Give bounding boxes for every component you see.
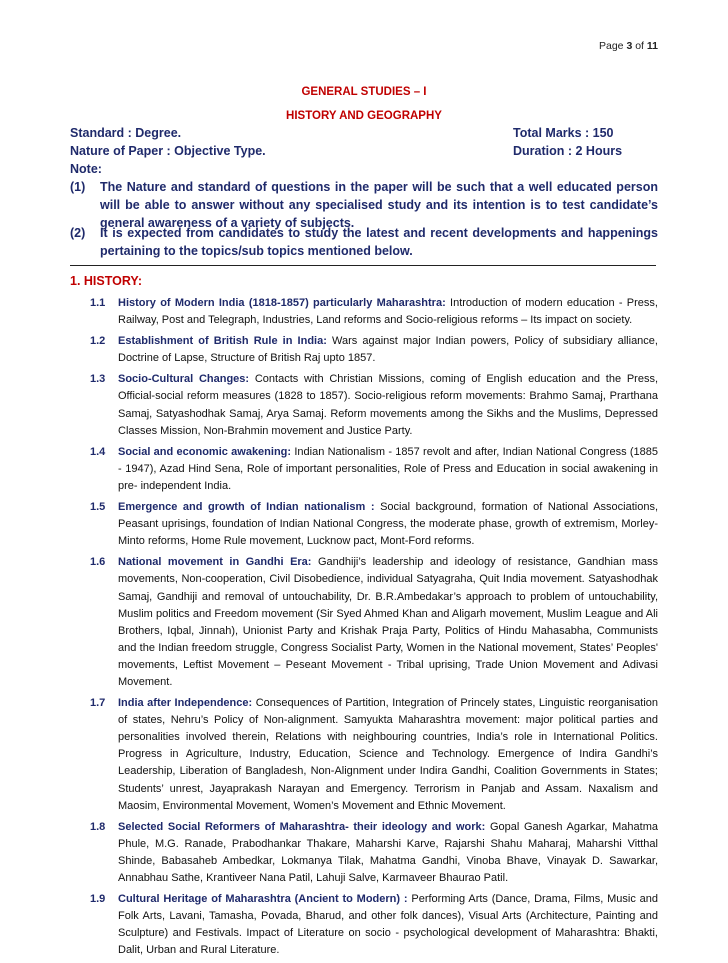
note-item: (2) It is expected from candidates to study the latest and recent developments and happenings pertaining to the topics/sub topics mentioned below. (70, 226, 658, 258)
nature-label: Nature of Paper : Objective Type. (70, 144, 266, 158)
standard-label: Standard : Degree. (70, 126, 182, 140)
note-item: (1) The Nature and standard of questions in the paper will be such that a well educated person will be able to answer without any specialised study and its intention is to test candidate’s general awareness of a variety of subjects. (70, 180, 658, 230)
doc-title: GENERAL STUDIES – I (301, 86, 427, 98)
topic-item: 1.6 National movement in Gandhi Era: Gandhiji’s leadership and ideology of resistance, Gandhian mass movements, Non-cooperation, Civil Disobedience, individual Satyagraha, Quit India movement. Satyashodhak Samaj, Gandhiji and removal of untouchability, Dr. B.R.Ambedakar’s approach to problem of untouchability, Muslim politics and Freedom movement (Sir Syed Ahmed Khan and Aligarh movement, Muslim League and Ali Brothers, Iqbal, Jinnah), Unionist Party and Krishak Praja Party, Politics of Hindu Mahasabha, Communists and the Indian freedom struggle, Congress Socialist Party, Women in the National movement, States’ Peoples' movements, Leftist Movement – Peseant Movement - Tribal uprising, Trade Union Movement and Adivasi Movement. (90, 556, 658, 688)
doc-subtitle: HISTORY AND GEOGRAPHY (286, 110, 442, 122)
topic-item: 1.4 Social and economic awakening: Indian Nationalism - 1857 revolt and after, Indian National Congress (1885 - 1947), Azad Hind Sena, Role of important personalities, Role of Press and Education in social awakening in pre- independent India. (90, 445, 658, 492)
section-heading: 1. HISTORY: (70, 274, 143, 288)
topic-list (90, 295, 658, 963)
divider-line (70, 265, 656, 266)
duration: Duration : 2 Hours (513, 144, 623, 158)
total-marks: Total Marks : 150 (513, 126, 614, 140)
topic-item: 1.3 Socio-Cultural Changes: Contacts with Christian Missions, coming of English education and the Press, Official-social reform measures (1828 to 1857). Socio-religious reform movements: Brahmo Samaj, Prarthana Samaj, Satyashodhak Samaj, Arya Samaj. Reform movements among the Sikhs and the Muslims, Depressed Classes Mission, Non-Brahmin movement and Justice Party. (90, 373, 659, 437)
topic-item: 1.7 India after Independence: Consequences of Partition, Integration of Princely states, Linguistic reorganisation of states, Nehru’s Policy of Non-alignment. Samyukta Maharashtra movement: major political parties and personalities involved therein, Relations with neighbouring countries, India’s role in International Politics. Progress in Agriculture, Industry, Education, Science and Technology. Emergence of Indira Gandhi’s Leadership, Liberation of Bangladesh, Non-Alignment under Indira Gandhi, Coalition Governments in States; Students’ unrest, Jayaprakash Narayan and Emergency. Terrorism in Panjab and Assam. Naxalism and Maosim, Environmental Movement, Women’s Movement and Ethnic Movement. (90, 697, 659, 812)
topic-item: 1.1 History of Modern India (1818-1857) particularly Maharashtra: Introduction of modern education - Press, Railway, Post and Telegraph, Industries, Land reforms and Socio-religious reforms – Its impact on society. (90, 297, 658, 327)
standard-row (70, 126, 658, 140)
topic-item: 1.9 Cultural Heritage of Maharashtra (Ancient to Modern) : Performing Arts (Dance, Drama, Films, Music and Folk Arts, Lavani, Tamasha, Povada, Bharud, and other folk dances), Visual Arts (Architecture, Painting and Sculpture) and Festivals. Impact of Literature on socio - psychological development of Maharashtra: Bhakti, Dalit, Urban and Rural Literature. (90, 893, 658, 957)
topic-item: 1.2 Establishment of British Rule in India: Wars against major Indian powers, Policy of subsidiary alliance, Doctrine of Lapse, Structure of British Raj upto 1857. (90, 335, 658, 365)
topic-item: 1.5 Emergence and growth of Indian nationalism : Social background, formation of National Associations, Peasant uprisings, foundation of Indian National Congress, the moderate phase, growth of extremism, Morley-Minto reforms, Home Rule movement, Lucknow pact, Mont-Ford reforms. (90, 501, 659, 548)
nature-row (70, 144, 658, 158)
note-label: Note: (70, 162, 102, 176)
page-number: Page 3 of 11 (598, 40, 658, 52)
topic-item: 1.8 Selected Social Reformers of Maharashtra- their ideology and work: Gopal Ganesh Agarkar, Mahatma Phule, M.G. Ranade, Prabodhankar Thakare, Maharshi Karve, Rajarshi Shahu Maharaj, Maharshi Vitthal Shinde, Babasaheb Ambedkar, Lokmanya Tilak, Mahatma Gandhi, Vinoba Bhave, Vinayak D. Sawarkar, Annabhau Sathe, Krantiveer Nana Patil, Lahuji Salve, Karmaveer Bhaurao Patil. (90, 820, 658, 884)
